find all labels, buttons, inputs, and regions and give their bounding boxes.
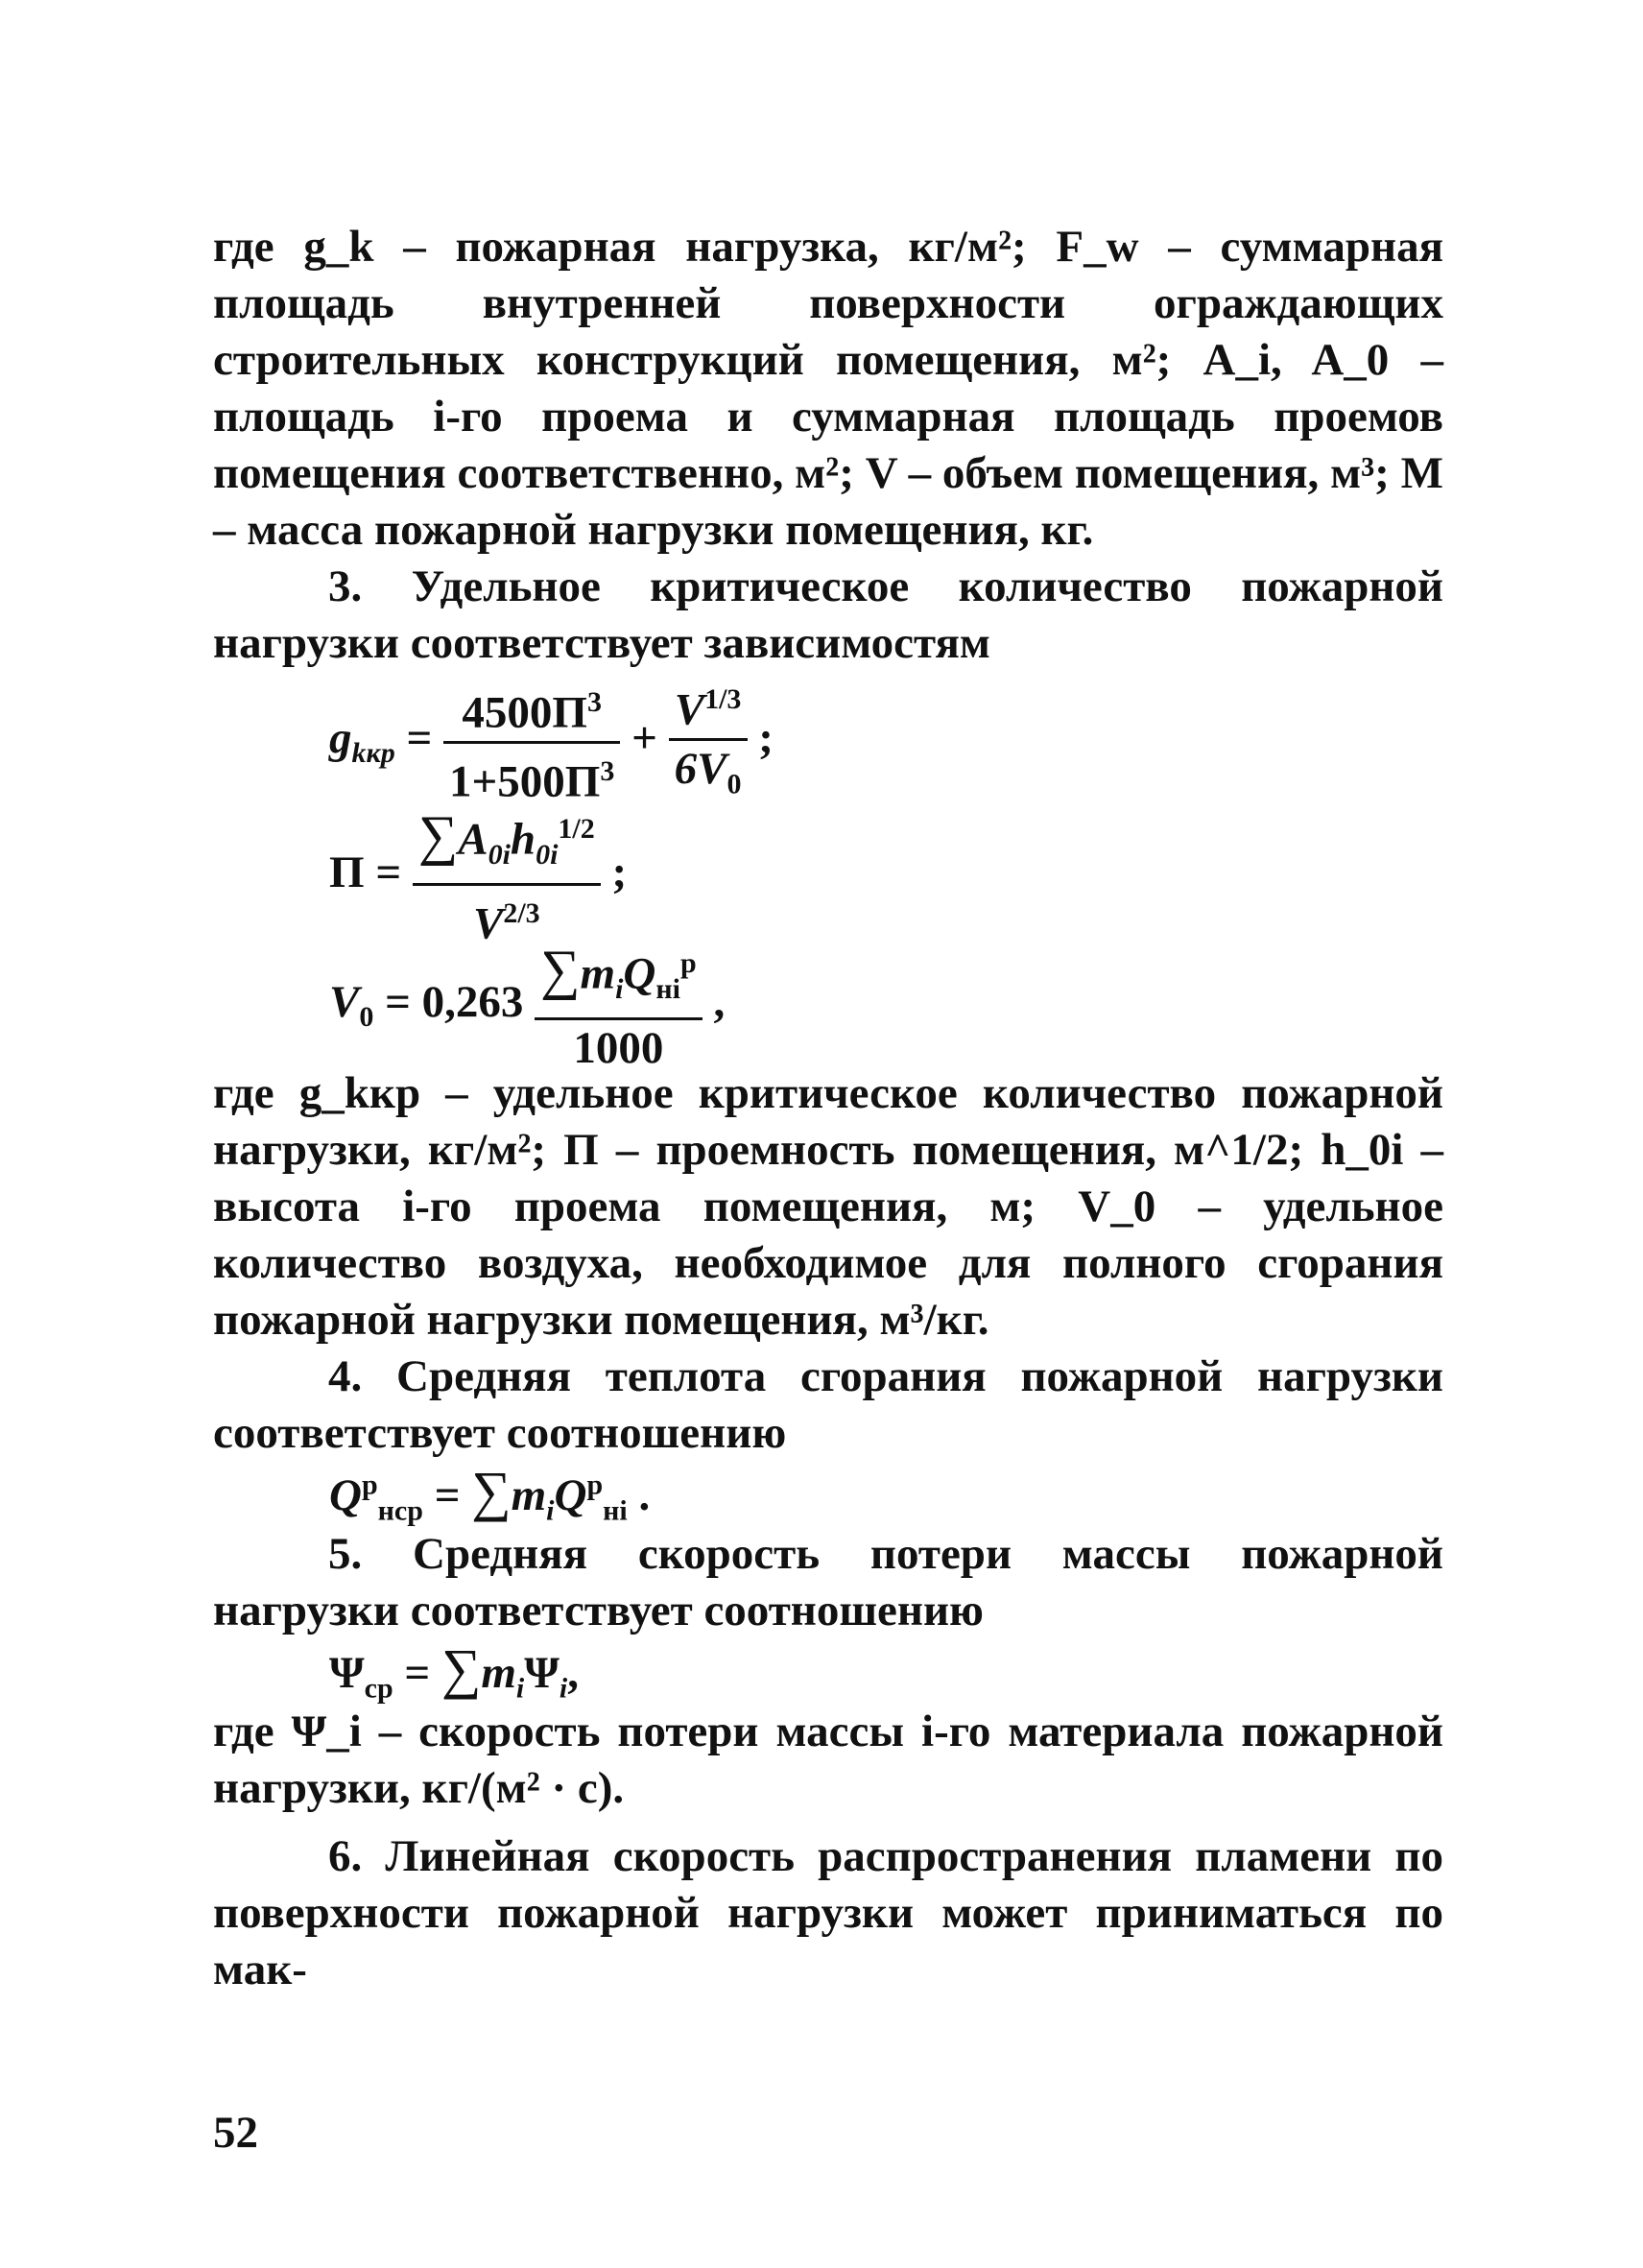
f4-m: m <box>511 1470 547 1520</box>
f1-lhs-sub: kкр <box>351 737 395 770</box>
f4-lhs: Q <box>329 1470 362 1520</box>
paragraph-definitions-2 <box>213 1065 1443 1349</box>
f1-den2-text: 6V <box>674 743 727 794</box>
f5-eq: = <box>404 1648 431 1698</box>
f2-num-h: h <box>510 814 536 865</box>
f3-lhs-sub: 0 <box>359 1001 374 1034</box>
para-3: где g_kкр – удельное критическое количество пожарной нагрузки, кг/м²; П – проемность помещения, м^1/2; h_0i – высота i-го проема помещения, м; V_0 – удельное количество воздуха, необходимое для полного сгорания пожарной нагрузки помещения, м³/кг. <box>213 1068 1443 1345</box>
formula-psi <box>329 1636 579 1705</box>
f2-num <box>413 801 601 886</box>
page-number: 52 <box>213 2108 258 2158</box>
f3-eq: = 0,263 <box>385 976 524 1027</box>
f3-num-q: Q <box>623 948 656 999</box>
f3-sum: ∑ <box>540 938 581 1001</box>
f2-lhs: П <box>329 848 365 898</box>
formula-gkkr <box>329 672 774 812</box>
f4-lhs-sup: р <box>361 1468 378 1501</box>
f1-den1-text: 1+500П <box>449 756 601 807</box>
f3-num <box>535 936 702 1020</box>
formula-proemnost <box>329 801 627 952</box>
f1-num2 <box>669 672 748 741</box>
f1-fraction-1 <box>443 675 620 809</box>
paragraph-item-3 <box>213 559 1443 672</box>
f3-den: 1000 <box>573 1023 664 1074</box>
paragraph-definitions-3 <box>213 1704 1443 1817</box>
f5-m-sub: i <box>515 1672 525 1705</box>
f1-den2 <box>669 741 748 812</box>
f4-q: Q <box>554 1470 587 1520</box>
f5-end: , <box>567 1648 579 1698</box>
para-2: 3. Удельное критическое количество пожарной нагрузки соответствует зависимостям <box>213 561 1443 668</box>
f2-end: ; <box>611 848 628 898</box>
f2-eq: = <box>375 848 402 898</box>
f5-m: m <box>481 1648 516 1698</box>
f3-lhs: V <box>329 976 360 1027</box>
f2-num-h-sup: 1/2 <box>558 813 595 845</box>
f5-sum: ∑ <box>441 1637 482 1700</box>
f2-fraction <box>413 801 601 952</box>
f5-lhs-sub: ср <box>364 1672 393 1705</box>
f1-num1-sup: 3 <box>586 685 602 718</box>
f2-den-sup: 2/3 <box>503 897 540 930</box>
paragraph-definitions-1 <box>213 219 1443 559</box>
f5-psi: Ψ <box>524 1648 560 1698</box>
f3-end: , <box>713 976 726 1027</box>
f1-fraction-2 <box>669 672 748 812</box>
f2-num-a: A <box>458 814 488 865</box>
para-1: где g_k – пожарная нагрузка, кг/м²; F_w – суммарная площадь внутренней поверхности ограждающих строительных конструкций помещения, м²; A_i, A_0 – площадь i-го проема и суммарная площадь проемов помещения соответственно, м²; V – объем помещения, м³; M – масса пожарной нагрузки помещения, кг. <box>213 222 1443 555</box>
f3-num-m-sub: i <box>615 973 624 1006</box>
f4-q-sup: р <box>586 1468 604 1501</box>
f1-den1 <box>443 744 620 810</box>
f4-m-sub: i <box>546 1494 555 1527</box>
para-7: 6. Линейная скорость распространения пламени по поверхности пожарной нагрузки может приниматься по мак- <box>213 1831 1443 1994</box>
f3-num-q-sub: нi <box>655 973 680 1006</box>
f1-lhs: g <box>329 712 352 763</box>
f4-end: . <box>638 1470 651 1520</box>
formula-v0 <box>329 936 725 1076</box>
f1-den1-sup: 3 <box>600 754 615 787</box>
f4-lhs-sub: нср <box>377 1494 423 1527</box>
f1-num2-sup: 1/3 <box>704 683 742 715</box>
f1-end: ; <box>758 712 774 763</box>
f2-num-a-sub: 0i <box>488 839 511 871</box>
para-5: 5. Средняя скорость потери массы пожарной нагрузки соответствует соотношению <box>213 1529 1443 1635</box>
f1-plus: + <box>631 712 657 763</box>
f1-num2-text: V <box>674 684 705 735</box>
f2-sum: ∑ <box>417 803 459 867</box>
f1-den2-sub: 0 <box>726 768 742 800</box>
f2-num-h-sub: 0i <box>536 839 559 871</box>
f1-num1 <box>443 675 620 744</box>
para-4: 4. Средняя теплота сгорания пожарной нагрузки соответствует соотношению <box>213 1351 1443 1458</box>
f3-fraction <box>535 936 702 1076</box>
paragraph-item-4 <box>213 1349 1443 1462</box>
f3-num-q-sup: р <box>680 947 697 979</box>
f3-num-m: m <box>580 948 616 999</box>
formula-qnsr <box>329 1459 650 1527</box>
f4-eq: = <box>434 1470 461 1520</box>
f1-num1-text: 4500П <box>462 687 587 738</box>
paragraph-item-5 <box>213 1526 1443 1639</box>
f5-psi-sub: i <box>559 1672 568 1705</box>
f1-eq: = <box>406 712 433 763</box>
f4-q-sub: нi <box>603 1494 628 1527</box>
f2-den-text: V <box>472 898 504 949</box>
f4-sum: ∑ <box>471 1460 512 1522</box>
f5-lhs: Ψ <box>329 1648 365 1698</box>
para-6: где Ψ_i – скорость потери массы i-го материала пожарной нагрузки, кг/(м² · с). <box>213 1707 1443 1813</box>
paragraph-item-6 <box>213 1828 1443 1998</box>
